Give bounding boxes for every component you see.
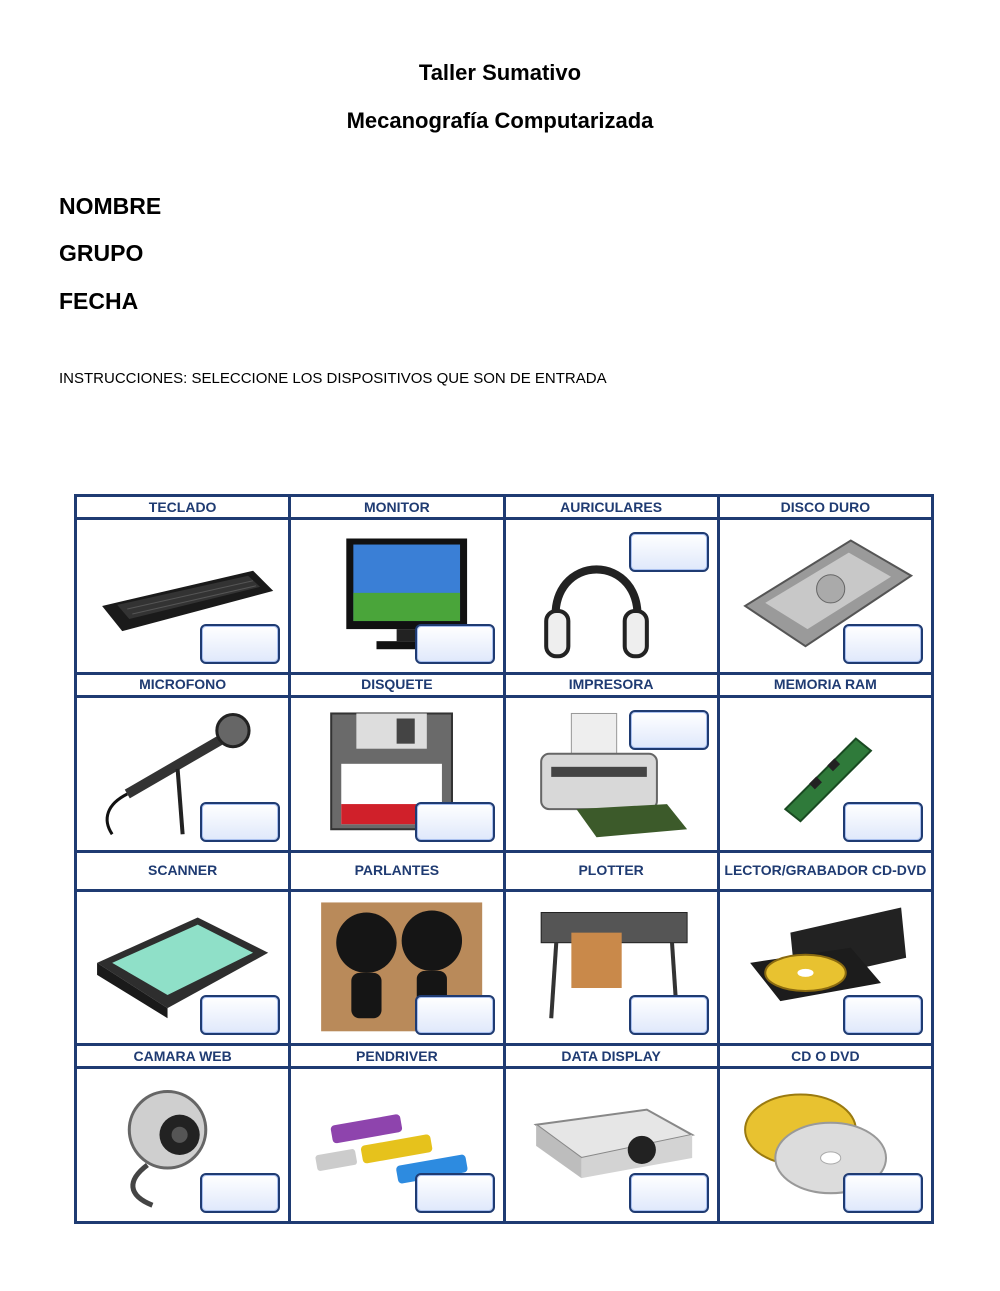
device-label: DISQUETE [291,675,502,698]
device-label: TECLADO [77,497,288,520]
group-field-label: GRUPO [59,240,144,266]
answer-box-cd-dvd[interactable] [843,1173,923,1213]
device-cell-dvd-drive [720,853,931,1044]
device-cell-hard-drive [720,497,931,672]
device-cell-keyboard [77,497,288,672]
answer-box-impresora[interactable] [629,710,709,750]
answer-box-teclado[interactable] [200,624,280,664]
device-cell-speakers [291,853,502,1044]
answer-box-memoria-ram[interactable] [843,802,923,842]
device-cell-cd-dvd [720,1046,931,1221]
answer-box-plotter[interactable] [629,995,709,1035]
answer-box-pendriver[interactable] [415,1173,495,1213]
device-cell-webcam [77,1046,288,1221]
device-cell-headphones [506,497,717,672]
answer-box-parlantes[interactable] [415,995,495,1035]
device-cell-floppy [291,675,502,850]
answer-box-scanner[interactable] [200,995,280,1035]
device-cell-plotter [506,853,717,1044]
device-label: MEMORIA RAM [720,675,931,698]
device-label: MONITOR [291,497,502,520]
instructions: INSTRUCCIONES: SELECCIONE LOS DISPOSITIVOS QUE SON DE ENTRADA [59,370,607,387]
device-label: SCANNER [77,853,288,892]
answer-box-disco-duro[interactable] [843,624,923,664]
device-cell-microphone [77,675,288,850]
device-label: DISCO DURO [720,497,931,520]
name-field-label: NOMBRE [59,193,162,219]
device-cell-usb [291,1046,502,1221]
device-label: PARLANTES [291,853,502,892]
answer-box-monitor[interactable] [415,624,495,664]
worksheet-subtitle: Mecanografía Computarizada [346,108,654,133]
answer-box-lector-grabador[interactable] [843,995,923,1035]
device-label: MICROFONO [77,675,288,698]
answer-box-data-display[interactable] [629,1173,709,1213]
device-cell-projector [506,1046,717,1221]
device-label: LECTOR/GRABADOR CD-DVD [720,853,931,892]
answer-box-camara-web[interactable] [200,1173,280,1213]
device-label: PENDRIVER [291,1046,502,1069]
device-cell-monitor [291,497,502,672]
device-label: CAMARA WEB [77,1046,288,1069]
device-label: CD O DVD [720,1046,931,1069]
device-label: PLOTTER [506,853,717,892]
device-cell-ram [720,675,931,850]
date-field-label: FECHA [59,288,139,314]
device-label: DATA DISPLAY [506,1046,717,1069]
worksheet-title: Taller Sumativo [418,60,582,85]
answer-box-microfono[interactable] [200,802,280,842]
answer-box-disquete[interactable] [415,802,495,842]
device-label: AURICULARES [506,497,717,520]
device-label: IMPRESORA [506,675,717,698]
answer-box-auriculares[interactable] [629,532,709,572]
devices-grid [74,494,934,1224]
device-cell-printer [506,675,717,850]
device-cell-scanner [77,853,288,1044]
